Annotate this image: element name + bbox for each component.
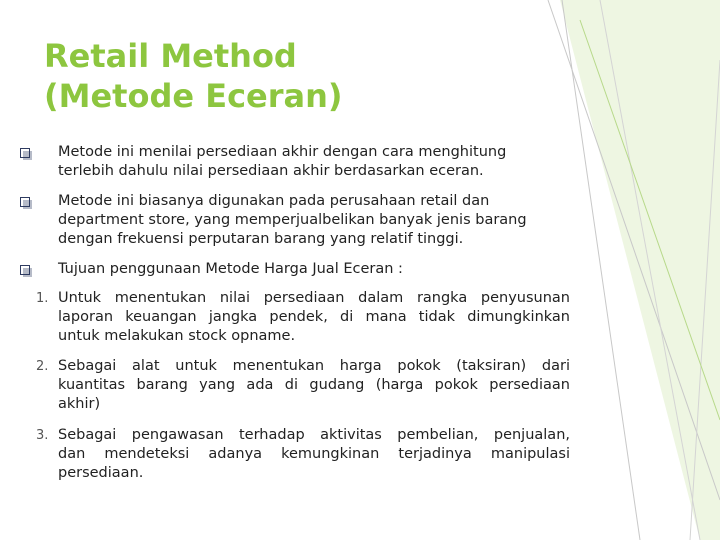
numbered-item-line: untuk melakukan stock opname.: [58, 328, 296, 344]
decorative-green-panel: [560, 0, 720, 540]
bullet-line: dengan frekuensi perputaran barang yang relatif tinggi.: [58, 231, 464, 247]
bullet-text: [58, 260, 568, 279]
checkbox-square-bullet-icon: [20, 148, 32, 160]
numbered-item-label: 2.: [36, 359, 49, 374]
numbered-item-line: akhir): [58, 396, 101, 412]
numbered-item-line: Sebagai pengawasan terhadap aktivitas pembelian, penjualan,: [58, 427, 570, 443]
numbered-item-label: 1.: [36, 291, 49, 306]
numbered-item-line: persediaan.: [58, 465, 144, 481]
numbered-item-line: dan mendeteksi adanya kemungkinan terjadinya manipulasi: [58, 446, 570, 462]
numbered-item-line: laporan keuangan jangka pendek, di mana tidak dimungkinkan: [58, 309, 570, 325]
numbered-item-text: [58, 357, 570, 414]
slide-title: [44, 36, 544, 116]
numbered-item-text: [58, 426, 570, 483]
checkbox-square-bullet-icon: [20, 265, 32, 277]
bullet-line: terlebih dahulu nilai persediaan akhir berdasarkan eceran.: [58, 163, 484, 179]
bullet-line: Metode ini biasanya digunakan pada perusahaan retail dan: [58, 193, 490, 209]
numbered-item-label: 3.: [36, 428, 49, 443]
bullet-text: [58, 143, 568, 181]
bullet-line: Tujuan penggunaan Metode Harga Jual Eceran :: [58, 261, 403, 277]
slide-title-line-1: Retail Method: [44, 37, 297, 75]
numbered-item-line: Untuk menentukan nilai persediaan dalam rangka penyusunan: [58, 290, 570, 306]
numbered-item-text: [58, 289, 570, 346]
slide-title-line-2: (Metode Eceran): [44, 77, 343, 115]
checkbox-square-bullet-icon: [20, 197, 32, 209]
numbered-item-line: Sebagai alat untuk menentukan harga pokok (taksiran) dari: [58, 358, 570, 374]
numbered-item-line: kuantitas barang yang ada di gudang (harga pokok persediaan: [58, 377, 570, 393]
bullet-line: department store, yang memperjualbelikan banyak jenis barang: [58, 212, 527, 228]
bullet-line: Metode ini menilai persediaan akhir dengan cara menghitung: [58, 144, 507, 160]
bullet-text: [58, 192, 568, 249]
